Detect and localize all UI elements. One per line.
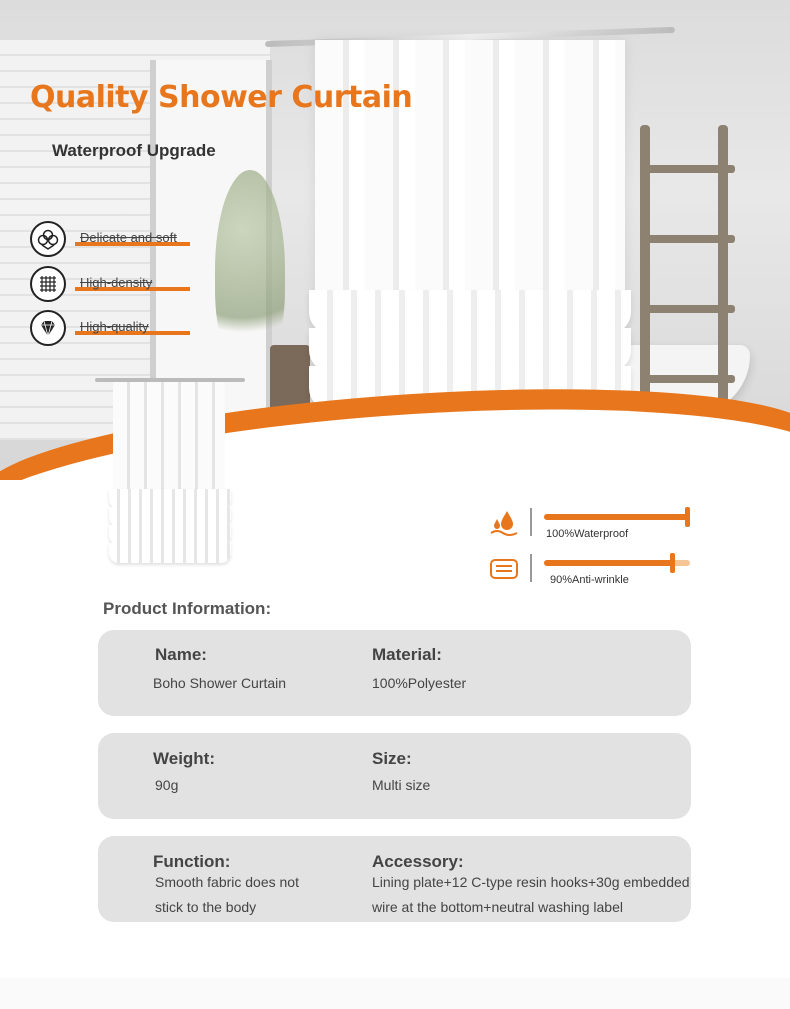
feature-label: High-quality — [80, 319, 149, 334]
plant — [215, 170, 285, 370]
curtain-thumbnail — [95, 375, 245, 570]
product-info-heading: Product Information: — [103, 599, 272, 618]
cotton-flower-icon — [30, 221, 66, 257]
spec-label: 100%Waterproof — [546, 528, 629, 540]
page-title: Quality Shower Curtain — [30, 80, 413, 115]
name-value: Boho Shower Curtain — [153, 675, 287, 691]
spec-anti-wrinkle — [488, 554, 708, 594]
water-drop-icon — [488, 508, 520, 538]
material-value: 100%Polyester — [372, 675, 467, 691]
spec-waterproof — [488, 508, 708, 548]
size-value: Multi size — [372, 777, 431, 793]
mesh-grid-icon — [30, 266, 66, 302]
feature-label: High-density — [80, 275, 153, 290]
progress-track — [544, 560, 690, 566]
feature-label: Delicate and soft — [80, 230, 177, 245]
towel-icon — [488, 554, 520, 584]
info-card-weight-size — [98, 733, 691, 819]
weight-value: 90g — [155, 777, 179, 793]
size-label: Size: — [372, 749, 412, 768]
info-card-function-accessory — [98, 836, 691, 922]
diamond-icon — [30, 310, 66, 346]
accessory-value: Lining plate+12 C-type resin hooks+30g embedded wire at the bottom+neutral washing label — [372, 874, 690, 915]
page-subtitle: Waterproof Upgrade — [52, 141, 216, 160]
info-card-name-material — [98, 630, 691, 716]
material-label: Material: — [372, 645, 442, 664]
spec-label: 90%Anti-wrinkle — [550, 574, 629, 586]
weight-label: Weight: — [153, 749, 216, 768]
progress-track — [544, 514, 690, 520]
function-value: Smooth fabric does not stick to the body — [155, 874, 299, 915]
accessory-label: Accessory: — [372, 852, 464, 871]
name-label: Name: — [155, 645, 207, 664]
function-label: Function: — [153, 852, 231, 871]
